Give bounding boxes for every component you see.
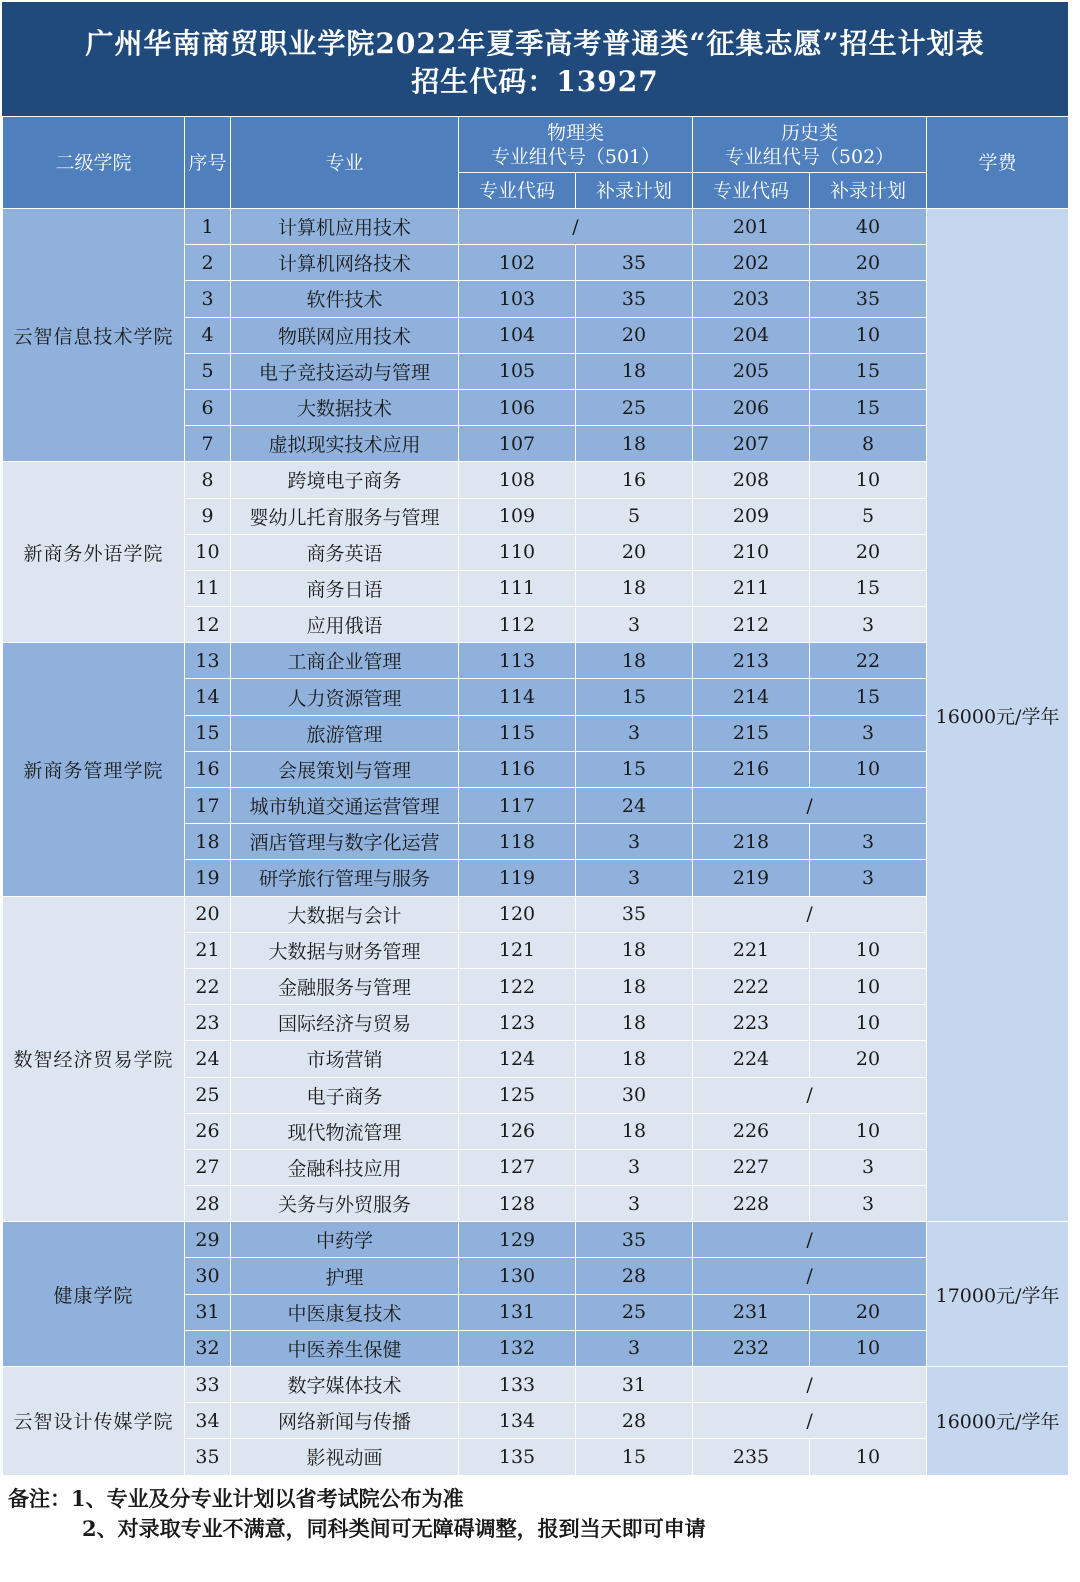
seq-cell: 33: [185, 1367, 231, 1403]
seq-cell: 15: [185, 715, 231, 751]
physics-major-code: 121: [459, 932, 576, 968]
physics-supp-plan: 16: [576, 462, 693, 498]
college-name: 云智信息技术学院: [3, 209, 185, 462]
history-supp-plan: 10: [810, 968, 927, 1004]
physics-supp-plan: 3: [576, 860, 693, 896]
physics-supp-plan: 3: [576, 1186, 693, 1222]
header-physics-group: [459, 117, 693, 173]
seq-cell: 8: [185, 462, 231, 498]
physics-major-code: 116: [459, 751, 576, 787]
seq-cell: 17: [185, 788, 231, 824]
major-cell: 中医康复技术: [231, 1294, 459, 1330]
history-major-code: 209: [693, 498, 810, 534]
seq-cell: 14: [185, 679, 231, 715]
remark-line-2: 2、对录取专业不满意，同科类间可无障碍调整，报到当天即可申请: [82, 1516, 706, 1541]
major-cell: 会展策划与管理: [231, 751, 459, 787]
history-major-code: 212: [693, 607, 810, 643]
physics-supp-plan: 35: [576, 245, 693, 281]
physics-supp-plan: 31: [576, 1367, 693, 1403]
seq-cell: 32: [185, 1330, 231, 1366]
title-banner: [2, 2, 1068, 116]
seq-cell: 7: [185, 426, 231, 462]
major-cell: 影视动画: [231, 1439, 459, 1475]
physics-major-code: 125: [459, 1077, 576, 1113]
major-cell: 城市轨道交通运营管理: [231, 788, 459, 824]
physics-group-code: 专业组代号（501）: [490, 145, 661, 168]
major-cell: 市场营销: [231, 1041, 459, 1077]
physics-supp-plan: 15: [576, 679, 693, 715]
major-cell: 人力资源管理: [231, 679, 459, 715]
physics-major-code: 108: [459, 462, 576, 498]
physics-supp-plan: 20: [576, 317, 693, 353]
major-cell: 研学旅行管理与服务: [231, 860, 459, 896]
major-cell: 酒店管理与数字化运营: [231, 824, 459, 860]
history-supp-plan: 5: [810, 498, 927, 534]
major-cell: 物联网应用技术: [231, 317, 459, 353]
physics-major-code: 102: [459, 245, 576, 281]
history-supp-plan: 10: [810, 1005, 927, 1041]
history-supp-plan: 3: [810, 1149, 927, 1185]
major-cell: 关务与外贸服务: [231, 1186, 459, 1222]
seq-cell: 4: [185, 317, 231, 353]
history-supp-plan: 10: [810, 317, 927, 353]
physics-supp-plan: 3: [576, 1330, 693, 1366]
physics-major-code: 105: [459, 353, 576, 389]
physics-supp-plan: 35: [576, 1222, 693, 1258]
header-history-supp-plan: 补录计划: [810, 173, 927, 209]
table-row: [3, 1222, 1069, 1258]
seq-cell: 13: [185, 643, 231, 679]
physics-major-code: 122: [459, 968, 576, 1004]
tuition-fee: 17000元/学年: [927, 1222, 1069, 1367]
physics-supp-plan: 35: [576, 896, 693, 932]
physics-major-code: 113: [459, 643, 576, 679]
physics-major-code: 110: [459, 534, 576, 570]
major-cell: 商务英语: [231, 534, 459, 570]
history-supp-plan: 10: [810, 1439, 927, 1475]
history-supp-plan: 20: [810, 245, 927, 281]
physics-supp-plan: 18: [576, 570, 693, 606]
history-major-code: 207: [693, 426, 810, 462]
major-cell: 虚拟现实技术应用: [231, 426, 459, 462]
header-fee: 学费: [927, 117, 1069, 209]
seq-cell: 20: [185, 896, 231, 932]
history-not-offered: /: [693, 1367, 927, 1403]
physics-major-code: 112: [459, 607, 576, 643]
history-supp-plan: 22: [810, 643, 927, 679]
major-cell: 旅游管理: [231, 715, 459, 751]
physics-major-code: 119: [459, 860, 576, 896]
physics-major-code: 109: [459, 498, 576, 534]
major-cell: 计算机应用技术: [231, 209, 459, 245]
physics-supp-plan: 18: [576, 353, 693, 389]
physics-supp-plan: 5: [576, 498, 693, 534]
physics-supp-plan: 24: [576, 788, 693, 824]
physics-supp-plan: 20: [576, 534, 693, 570]
physics-major-code: 111: [459, 570, 576, 606]
history-major-code: 204: [693, 317, 810, 353]
history-supp-plan: 10: [810, 751, 927, 787]
history-supp-plan: 40: [810, 209, 927, 245]
major-cell: 大数据与会计: [231, 896, 459, 932]
seq-cell: 29: [185, 1222, 231, 1258]
physics-supp-plan: 18: [576, 968, 693, 1004]
major-cell: 数字媒体技术: [231, 1367, 459, 1403]
college-name: 健康学院: [3, 1222, 185, 1367]
seq-cell: 1: [185, 209, 231, 245]
history-supp-plan: 20: [810, 1041, 927, 1077]
physics-major-code: 128: [459, 1186, 576, 1222]
history-not-offered: /: [693, 1077, 927, 1113]
major-cell: 大数据与财务管理: [231, 932, 459, 968]
header-college: 二级学院: [3, 117, 185, 209]
history-major-code: 210: [693, 534, 810, 570]
physics-supp-plan: 15: [576, 751, 693, 787]
history-major-code: 228: [693, 1186, 810, 1222]
history-major-code: 214: [693, 679, 810, 715]
physics-supp-plan: 28: [576, 1258, 693, 1294]
table-row: [3, 643, 1069, 679]
seq-cell: 6: [185, 389, 231, 425]
physics-major-code: 133: [459, 1367, 576, 1403]
major-cell: 电子商务: [231, 1077, 459, 1113]
major-cell: 中药学: [231, 1222, 459, 1258]
seq-cell: 10: [185, 534, 231, 570]
physics-supp-plan: 3: [576, 1149, 693, 1185]
history-supp-plan: 3: [810, 1186, 927, 1222]
seq-cell: 25: [185, 1077, 231, 1113]
seq-cell: 3: [185, 281, 231, 317]
history-supp-plan: 10: [810, 462, 927, 498]
major-cell: 金融服务与管理: [231, 968, 459, 1004]
physics-group-label: 物理类: [547, 121, 605, 144]
tuition-fee: 16000元/学年: [927, 209, 1069, 1222]
seq-cell: 18: [185, 824, 231, 860]
college-name: 数智经济贸易学院: [3, 896, 185, 1222]
major-cell: 网络新闻与传播: [231, 1403, 459, 1439]
history-major-code: 231: [693, 1294, 810, 1330]
table-row: [3, 896, 1069, 932]
seq-cell: 2: [185, 245, 231, 281]
major-cell: 国际经济与贸易: [231, 1005, 459, 1041]
physics-supp-plan: 18: [576, 1113, 693, 1149]
enrollment-plan-table: [2, 116, 1069, 1476]
physics-supp-plan: 25: [576, 389, 693, 425]
seq-cell: 34: [185, 1403, 231, 1439]
physics-major-code: 120: [459, 896, 576, 932]
history-major-code: 235: [693, 1439, 810, 1475]
college-name: 云智设计传媒学院: [3, 1367, 185, 1476]
history-major-code: 215: [693, 715, 810, 751]
history-supp-plan: 35: [810, 281, 927, 317]
physics-major-code: 129: [459, 1222, 576, 1258]
major-cell: 工商企业管理: [231, 643, 459, 679]
history-supp-plan: 3: [810, 607, 927, 643]
physics-major-code: 127: [459, 1149, 576, 1185]
physics-major-code: 115: [459, 715, 576, 751]
history-major-code: 201: [693, 209, 810, 245]
physics-supp-plan: 18: [576, 1041, 693, 1077]
history-supp-plan: 10: [810, 932, 927, 968]
history-major-code: 213: [693, 643, 810, 679]
history-major-code: 224: [693, 1041, 810, 1077]
major-cell: 婴幼儿托育服务与管理: [231, 498, 459, 534]
history-supp-plan: 3: [810, 860, 927, 896]
major-cell: 跨境电子商务: [231, 462, 459, 498]
history-supp-plan: 10: [810, 1330, 927, 1366]
seq-cell: 31: [185, 1294, 231, 1330]
header-history-major-code: 专业代码: [693, 173, 810, 209]
history-supp-plan: 3: [810, 715, 927, 751]
history-major-code: 218: [693, 824, 810, 860]
physics-major-code: 134: [459, 1403, 576, 1439]
seq-cell: 11: [185, 570, 231, 606]
history-supp-plan: 10: [810, 1113, 927, 1149]
history-not-offered: /: [693, 1403, 927, 1439]
history-major-code: 221: [693, 932, 810, 968]
physics-major-code: 123: [459, 1005, 576, 1041]
history-group-code: 专业组代号（502）: [724, 145, 895, 168]
major-cell: 中医养生保健: [231, 1330, 459, 1366]
physics-supp-plan: 30: [576, 1077, 693, 1113]
major-cell: 商务日语: [231, 570, 459, 606]
seq-cell: 9: [185, 498, 231, 534]
college-name: 新商务外语学院: [3, 462, 185, 643]
seq-cell: 19: [185, 860, 231, 896]
history-group-label: 历史类: [781, 121, 839, 144]
physics-supp-plan: 3: [576, 824, 693, 860]
history-supp-plan: 20: [810, 534, 927, 570]
table-row: [3, 462, 1069, 498]
history-supp-plan: 15: [810, 679, 927, 715]
history-major-code: 202: [693, 245, 810, 281]
history-supp-plan: 8: [810, 426, 927, 462]
physics-major-code: 131: [459, 1294, 576, 1330]
major-cell: 金融科技应用: [231, 1149, 459, 1185]
seq-cell: 35: [185, 1439, 231, 1475]
physics-supp-plan: 25: [576, 1294, 693, 1330]
history-supp-plan: 15: [810, 389, 927, 425]
history-major-code: 211: [693, 570, 810, 606]
history-major-code: 208: [693, 462, 810, 498]
physics-major-code: 103: [459, 281, 576, 317]
major-cell: 应用俄语: [231, 607, 459, 643]
seq-cell: 26: [185, 1113, 231, 1149]
physics-major-code: 124: [459, 1041, 576, 1077]
physics-supp-plan: 3: [576, 715, 693, 751]
header-history-group: [693, 117, 927, 173]
history-not-offered: /: [693, 788, 927, 824]
seq-cell: 21: [185, 932, 231, 968]
history-major-code: 226: [693, 1113, 810, 1149]
header-seq: 序号: [185, 117, 231, 209]
physics-supp-plan: 28: [576, 1403, 693, 1439]
table-row: [3, 1367, 1069, 1403]
history-supp-plan: 20: [810, 1294, 927, 1330]
table-row: [3, 209, 1069, 245]
physics-major-code: 130: [459, 1258, 576, 1294]
physics-major-code: 126: [459, 1113, 576, 1149]
history-major-code: 206: [693, 389, 810, 425]
history-supp-plan: 15: [810, 353, 927, 389]
history-major-code: 227: [693, 1149, 810, 1185]
seq-cell: 24: [185, 1041, 231, 1077]
physics-major-code: 106: [459, 389, 576, 425]
seq-cell: 5: [185, 353, 231, 389]
history-major-code: 223: [693, 1005, 810, 1041]
seq-cell: 12: [185, 607, 231, 643]
history-not-offered: /: [693, 1258, 927, 1294]
history-not-offered: /: [693, 1222, 927, 1258]
physics-not-offered: /: [459, 209, 693, 245]
physics-major-code: 135: [459, 1439, 576, 1475]
seq-cell: 16: [185, 751, 231, 787]
header-physics-supp-plan: 补录计划: [576, 173, 693, 209]
physics-supp-plan: 35: [576, 281, 693, 317]
college-name: 新商务管理学院: [3, 643, 185, 896]
seq-cell: 23: [185, 1005, 231, 1041]
seq-cell: 28: [185, 1186, 231, 1222]
history-not-offered: /: [693, 896, 927, 932]
header-physics-major-code: 专业代码: [459, 173, 576, 209]
remarks: [8, 1484, 1068, 1544]
history-major-code: 219: [693, 860, 810, 896]
physics-major-code: 107: [459, 426, 576, 462]
major-cell: 计算机网络技术: [231, 245, 459, 281]
major-cell: 护理: [231, 1258, 459, 1294]
physics-major-code: 118: [459, 824, 576, 860]
header-major: 专业: [231, 117, 459, 209]
history-supp-plan: 3: [810, 824, 927, 860]
physics-major-code: 104: [459, 317, 576, 353]
physics-major-code: 132: [459, 1330, 576, 1366]
remark-line-1: 备注：1、专业及分专业计划以省考试院公布为准: [8, 1486, 464, 1511]
history-major-code: 216: [693, 751, 810, 787]
history-major-code: 203: [693, 281, 810, 317]
seq-cell: 27: [185, 1149, 231, 1185]
history-supp-plan: 15: [810, 570, 927, 606]
physics-supp-plan: 18: [576, 426, 693, 462]
physics-supp-plan: 18: [576, 932, 693, 968]
physics-major-code: 117: [459, 788, 576, 824]
page-title: 广州华南商贸职业学院2022年夏季高考普通类“征集志愿”招生计划表: [85, 27, 985, 60]
history-major-code: 222: [693, 968, 810, 1004]
major-cell: 电子竞技运动与管理: [231, 353, 459, 389]
physics-supp-plan: 18: [576, 643, 693, 679]
seq-cell: 30: [185, 1258, 231, 1294]
physics-supp-plan: 15: [576, 1439, 693, 1475]
history-major-code: 232: [693, 1330, 810, 1366]
physics-supp-plan: 3: [576, 607, 693, 643]
major-cell: 现代物流管理: [231, 1113, 459, 1149]
physics-supp-plan: 18: [576, 1005, 693, 1041]
major-cell: 大数据技术: [231, 389, 459, 425]
physics-major-code: 114: [459, 679, 576, 715]
tuition-fee: 16000元/学年: [927, 1367, 1069, 1476]
major-cell: 软件技术: [231, 281, 459, 317]
seq-cell: 22: [185, 968, 231, 1004]
enrollment-code: 招生代码：13927: [411, 65, 659, 98]
history-major-code: 205: [693, 353, 810, 389]
